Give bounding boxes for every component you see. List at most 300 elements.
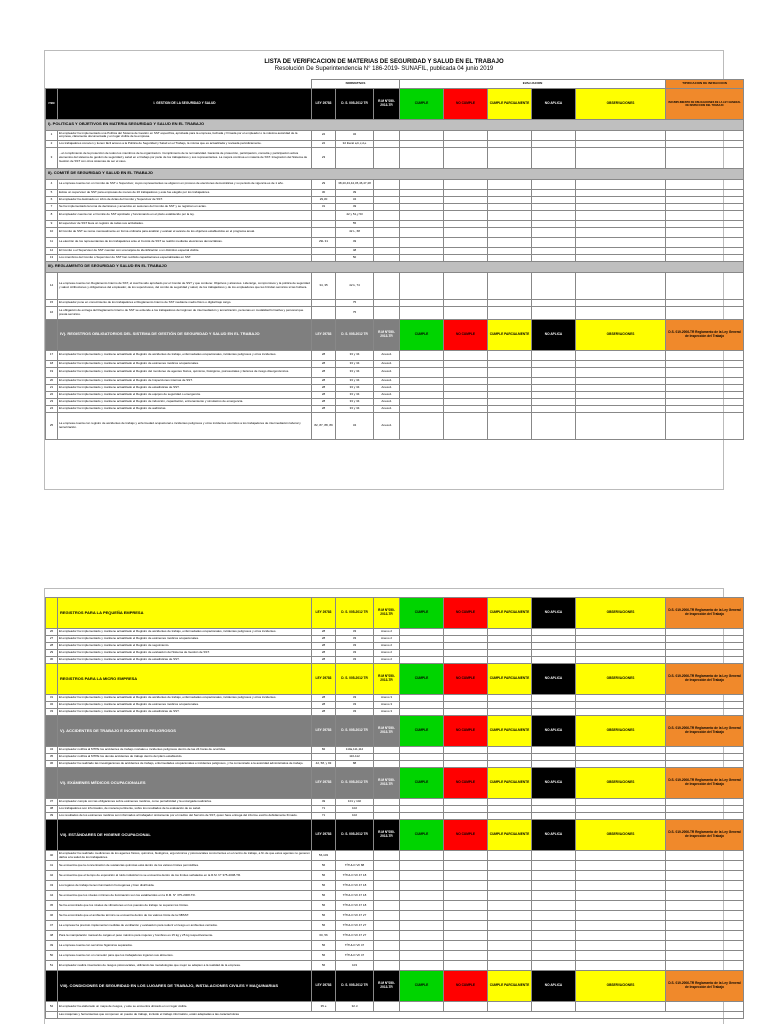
cumple-check[interactable]: [400, 210, 444, 220]
parcial-check[interactable]: [488, 179, 532, 189]
no-aplica-check[interactable]: [532, 961, 576, 971]
cumple-check[interactable]: [400, 881, 444, 891]
observaciones-field[interactable]: [576, 643, 666, 650]
no-aplica-check[interactable]: [532, 636, 576, 643]
no-cumple-check[interactable]: [444, 813, 488, 820]
no-cumple-check[interactable]: [444, 196, 488, 203]
no-aplica-check[interactable]: [532, 237, 576, 247]
no-cumple-check[interactable]: [444, 299, 488, 306]
observaciones-field[interactable]: [576, 220, 666, 227]
item-description: El empleador ha implementado y mantiene actualizado el Registro de exámenes médicos ocupacionales.: [58, 636, 312, 643]
parcial-check[interactable]: [488, 657, 532, 664]
no-cumple-check[interactable]: [444, 871, 488, 881]
parcial-check[interactable]: [488, 891, 532, 901]
cumple-check[interactable]: [400, 861, 444, 871]
no-cumple-check[interactable]: [444, 140, 488, 147]
observaciones-field[interactable]: [576, 272, 666, 299]
no-aplica-check[interactable]: [532, 360, 576, 367]
no-aplica-check[interactable]: [532, 227, 576, 237]
ds-value: 33: [336, 629, 374, 636]
no-cumple-check[interactable]: [444, 130, 488, 140]
parcial-check[interactable]: [488, 961, 532, 971]
parcial-check[interactable]: [488, 754, 532, 761]
no-cumple-check[interactable]: [444, 203, 488, 210]
observaciones-field[interactable]: [576, 799, 666, 806]
no-cumple-check[interactable]: [444, 650, 488, 657]
observaciones-field[interactable]: [576, 140, 666, 147]
no-aplica-check[interactable]: [532, 179, 576, 189]
no-cumple-check[interactable]: [444, 227, 488, 237]
observaciones-field[interactable]: [576, 806, 666, 813]
observaciones-field[interactable]: [576, 754, 666, 761]
parcial-header: CUMPLE PARCIALMENTE: [488, 716, 532, 747]
table-row: [46, 806, 744, 813]
observaciones-field[interactable]: [576, 391, 666, 398]
cumple-check[interactable]: [400, 227, 444, 237]
observaciones-field[interactable]: [576, 299, 666, 306]
observaciones-field[interactable]: [576, 747, 666, 754]
observaciones-field[interactable]: [576, 203, 666, 210]
cumple-check[interactable]: [400, 130, 444, 140]
section-header-row: [46, 598, 744, 629]
cumple-check[interactable]: [400, 851, 444, 861]
no-aplica-check[interactable]: [532, 1002, 576, 1012]
table-row: [46, 747, 744, 754]
cumple-check[interactable]: [400, 391, 444, 398]
item-number: 8: [46, 210, 58, 220]
no-cumple-check[interactable]: [444, 636, 488, 643]
parcial-check[interactable]: [488, 147, 532, 168]
no-aplica-check[interactable]: [532, 306, 576, 319]
item-number: 44: [46, 891, 58, 901]
parcial-check[interactable]: [488, 871, 532, 881]
observaciones-field[interactable]: [576, 657, 666, 664]
no-cumple-check[interactable]: [444, 360, 488, 367]
rm-value: Anexo 3: [374, 709, 400, 716]
no-cumple-check[interactable]: [444, 754, 488, 761]
item-number: 30: [46, 657, 58, 664]
cumple-check[interactable]: [400, 636, 444, 643]
observaciones-field[interactable]: [576, 306, 666, 319]
no-aplica-check[interactable]: [532, 921, 576, 931]
tipificacion-cell: [666, 398, 744, 405]
no-aplica-check[interactable]: [532, 299, 576, 306]
observaciones-field[interactable]: [576, 931, 666, 941]
observaciones-field[interactable]: [576, 367, 666, 377]
observaciones-field[interactable]: [576, 650, 666, 657]
cumple-check[interactable]: [400, 891, 444, 901]
no-aplica-check[interactable]: [532, 657, 576, 664]
no-aplica-check[interactable]: [532, 405, 576, 412]
observaciones-field[interactable]: [576, 254, 666, 261]
observaciones-field[interactable]: [576, 881, 666, 891]
ley-value: 71: [312, 813, 336, 820]
cumple-check[interactable]: [400, 384, 444, 391]
cumple-check[interactable]: [400, 657, 444, 664]
parcial-check[interactable]: [488, 921, 532, 931]
no-aplica-check[interactable]: [532, 754, 576, 761]
cumple-check[interactable]: [400, 629, 444, 636]
no-cumple-check[interactable]: [444, 695, 488, 702]
rm-value: [374, 299, 400, 306]
no-cumple-check[interactable]: [444, 377, 488, 384]
observaciones-field[interactable]: [576, 702, 666, 709]
cumple-check[interactable]: [400, 931, 444, 941]
item-description: El empleador ha elaborado un mapa de riesgos, y este se encuentra ubicado en un lugar visible.: [58, 1002, 312, 1012]
no-cumple-check[interactable]: [444, 350, 488, 360]
observaciones-field[interactable]: [576, 709, 666, 716]
no-aplica-check[interactable]: [532, 702, 576, 709]
parcial-check[interactable]: [488, 941, 532, 951]
cumple-check[interactable]: [400, 761, 444, 768]
no-cumple-check[interactable]: [444, 398, 488, 405]
no-cumple-check[interactable]: [444, 643, 488, 650]
rm-header: R.M N°050-2013-TR: [374, 820, 400, 851]
observaciones-field[interactable]: [576, 227, 666, 237]
no-cumple-check[interactable]: [444, 911, 488, 921]
no-aplica-check[interactable]: [532, 629, 576, 636]
item-number: 38: [46, 806, 58, 813]
parcial-check[interactable]: [488, 695, 532, 702]
parcial-check[interactable]: [488, 643, 532, 650]
item-number: 13: [46, 254, 58, 261]
parcial-check[interactable]: [488, 384, 532, 391]
observaciones-field[interactable]: [576, 179, 666, 189]
no-aplica-check[interactable]: [532, 931, 576, 941]
parcial-check[interactable]: [488, 951, 532, 961]
no-cumple-check[interactable]: [444, 891, 488, 901]
section-header-row: [46, 768, 744, 799]
no-aplica-check[interactable]: [532, 851, 576, 861]
no-aplica-check[interactable]: [532, 871, 576, 881]
item-number: 37: [46, 799, 58, 806]
observaciones-field[interactable]: [576, 384, 666, 391]
parcial-check[interactable]: [488, 367, 532, 377]
observaciones-field[interactable]: [576, 189, 666, 196]
observaciones-field[interactable]: [576, 951, 666, 961]
observaciones-field[interactable]: [576, 210, 666, 220]
observaciones-field[interactable]: [576, 921, 666, 931]
no-aplica-check[interactable]: [532, 650, 576, 657]
parcial-check[interactable]: [488, 377, 532, 384]
no-aplica-check[interactable]: [532, 799, 576, 806]
parcial-check[interactable]: [488, 747, 532, 754]
cumple-check[interactable]: [400, 702, 444, 709]
parcial-check[interactable]: [488, 861, 532, 871]
no-aplica-check[interactable]: [532, 196, 576, 203]
no-cumple-check[interactable]: [444, 951, 488, 961]
observaciones-field[interactable]: [576, 941, 666, 951]
parcial-check[interactable]: [488, 360, 532, 367]
table-row: [46, 140, 744, 147]
parcial-check[interactable]: [488, 237, 532, 247]
cumple-check[interactable]: [400, 961, 444, 971]
cumple-check[interactable]: [400, 806, 444, 813]
no-cumple-check[interactable]: [444, 629, 488, 636]
no-aplica-check[interactable]: [532, 861, 576, 871]
item-description: El empleador ha realizado las investigaciones de accidentes de trabajo, enfermedades ocupacionales e incidentes peligrosos, y ha comunicado a la autoridad administrativa de trabajo.: [58, 761, 312, 768]
parcial-check[interactable]: [488, 398, 532, 405]
parcial-check[interactable]: [488, 272, 532, 299]
cumple-check[interactable]: [400, 377, 444, 384]
ley-value: 30: [312, 189, 336, 196]
cumple-check[interactable]: [400, 220, 444, 227]
cumple-check[interactable]: [400, 643, 444, 650]
parcial-check[interactable]: [488, 405, 532, 412]
no-cumple-check[interactable]: [444, 799, 488, 806]
cumple-check[interactable]: [400, 247, 444, 254]
no-aplica-check[interactable]: [532, 350, 576, 360]
no-cumple-check[interactable]: [444, 861, 488, 871]
parcial-check[interactable]: [488, 391, 532, 398]
ley-value: 82: [312, 747, 336, 754]
no-cumple-check[interactable]: [444, 851, 488, 861]
ds-value: TÍTULO VII 47: [336, 951, 374, 961]
parcial-check[interactable]: [488, 761, 532, 768]
cumple-check[interactable]: [400, 196, 444, 203]
no-aplica-check[interactable]: [532, 254, 576, 261]
no-aplica-check[interactable]: [532, 377, 576, 384]
observaciones-field[interactable]: [576, 813, 666, 820]
no-cumple-check[interactable]: [444, 881, 488, 891]
no-cumple-check[interactable]: [444, 384, 488, 391]
parcial-check[interactable]: [488, 901, 532, 911]
parcial-check[interactable]: [488, 931, 532, 941]
cumple-check[interactable]: [400, 747, 444, 754]
no-aplica-check[interactable]: [532, 643, 576, 650]
no-aplica-check[interactable]: [532, 881, 576, 891]
cumple-check[interactable]: [400, 350, 444, 360]
observaciones-field[interactable]: [576, 911, 666, 921]
cumple-check[interactable]: [400, 237, 444, 247]
observaciones-field[interactable]: [576, 891, 666, 901]
parcial-check[interactable]: [488, 350, 532, 360]
observaciones-field[interactable]: [576, 412, 666, 439]
item-description: Existe un supervisor de SST para empresas de menos de 20 trabajadores y este fue elegido por los trabajadores.: [58, 189, 312, 196]
no-cumple-check[interactable]: [444, 391, 488, 398]
ds-value: 32: [336, 130, 374, 140]
no-aplica-check[interactable]: [532, 412, 576, 439]
parcial-check[interactable]: [488, 203, 532, 210]
parcial-check[interactable]: [488, 650, 532, 657]
no-aplica-check[interactable]: [532, 384, 576, 391]
cumple-check[interactable]: [400, 754, 444, 761]
no-aplica-check[interactable]: [532, 130, 576, 140]
cumple-check[interactable]: [400, 360, 444, 367]
observaciones-field[interactable]: [576, 761, 666, 768]
cumple-check[interactable]: [400, 179, 444, 189]
no-cumple-check[interactable]: [444, 941, 488, 951]
no-aplica-check[interactable]: [532, 951, 576, 961]
ds-value: TÍTULO VII 47 27: [336, 921, 374, 931]
cumple-check[interactable]: [400, 813, 444, 820]
parcial-check[interactable]: [488, 306, 532, 319]
parcial-check[interactable]: [488, 702, 532, 709]
cumple-check[interactable]: [400, 254, 444, 261]
cumple-check[interactable]: [400, 911, 444, 921]
no-cumple-check[interactable]: [444, 237, 488, 247]
cumple-check[interactable]: [400, 203, 444, 210]
ds-value: [336, 147, 374, 168]
no-aplica-check[interactable]: [532, 813, 576, 820]
cumple-check[interactable]: [400, 871, 444, 881]
cumple-check[interactable]: [400, 412, 444, 439]
no-cumple-check[interactable]: [444, 747, 488, 754]
no-cumple-check[interactable]: [444, 761, 488, 768]
cumple-check[interactable]: [400, 398, 444, 405]
no-cumple-check[interactable]: [444, 189, 488, 196]
cumple-check[interactable]: [400, 1002, 444, 1012]
no-cumple-check[interactable]: [444, 412, 488, 439]
cumple-check[interactable]: [400, 299, 444, 306]
no-cumple-check[interactable]: [444, 702, 488, 709]
cumple-check[interactable]: [400, 941, 444, 951]
no-cumple-check[interactable]: [444, 147, 488, 168]
tipificacion-cell: [666, 650, 744, 657]
parcial-check[interactable]: [488, 247, 532, 254]
no-aplica-check[interactable]: [532, 901, 576, 911]
parcial-check[interactable]: [488, 911, 532, 921]
cumple-check[interactable]: [400, 405, 444, 412]
observaciones-field[interactable]: [576, 247, 666, 254]
observaciones-field[interactable]: [576, 405, 666, 412]
parcial-check[interactable]: [488, 140, 532, 147]
cumple-check[interactable]: [400, 367, 444, 377]
parcial-check[interactable]: [488, 196, 532, 203]
ley-value: 28: [312, 384, 336, 391]
no-aplica-check[interactable]: [532, 709, 576, 716]
no-cumple-check[interactable]: [444, 1002, 488, 1012]
cumple-check[interactable]: [400, 695, 444, 702]
rm-value: Anexo 3: [374, 702, 400, 709]
no-cumple-check[interactable]: [444, 247, 488, 254]
parcial-check[interactable]: [488, 130, 532, 140]
no-aplica-check[interactable]: [532, 806, 576, 813]
parcial-check[interactable]: [488, 1002, 532, 1012]
cumple-check[interactable]: [400, 147, 444, 168]
observaciones-field[interactable]: [576, 360, 666, 367]
parcial-check[interactable]: [488, 629, 532, 636]
parcial-check[interactable]: [488, 220, 532, 227]
tipificacion-cell: [666, 709, 744, 716]
observaciones-field[interactable]: [576, 377, 666, 384]
observaciones-field[interactable]: [576, 695, 666, 702]
no-cumple-check[interactable]: [444, 405, 488, 412]
no-aplica-check[interactable]: [532, 220, 576, 227]
observaciones-field[interactable]: [576, 130, 666, 140]
no-aplica-check[interactable]: [532, 203, 576, 210]
cumple-check[interactable]: [400, 650, 444, 657]
no-aplica-check[interactable]: [532, 189, 576, 196]
no-aplica-check[interactable]: [532, 941, 576, 951]
parcial-check[interactable]: [488, 189, 532, 196]
parcial-check[interactable]: [488, 227, 532, 237]
no-aplica-check[interactable]: [532, 891, 576, 901]
cumple-check[interactable]: [400, 272, 444, 299]
no-cumple-check[interactable]: [444, 931, 488, 941]
observaciones-field[interactable]: [576, 961, 666, 971]
cumple-check[interactable]: [400, 306, 444, 319]
observaciones-field[interactable]: [576, 237, 666, 247]
no-aplica-check[interactable]: [532, 367, 576, 377]
no-cumple-check[interactable]: [444, 367, 488, 377]
observaciones-field[interactable]: [576, 901, 666, 911]
parcial-check[interactable]: [488, 799, 532, 806]
cumple-check[interactable]: [400, 140, 444, 147]
observaciones-field[interactable]: [576, 871, 666, 881]
no-cumple-check[interactable]: [444, 179, 488, 189]
no-cumple-check[interactable]: [444, 709, 488, 716]
cumple-check[interactable]: [400, 189, 444, 196]
no-aplica-check[interactable]: [532, 911, 576, 921]
parcial-check[interactable]: [488, 851, 532, 861]
observaciones-field[interactable]: [576, 350, 666, 360]
no-cumple-check[interactable]: [444, 806, 488, 813]
cumple-header: CUMPLE: [400, 820, 444, 851]
cumple-check[interactable]: [400, 921, 444, 931]
no-aplica-check[interactable]: [532, 747, 576, 754]
no-aplica-check[interactable]: [532, 391, 576, 398]
no-aplica-check[interactable]: [532, 210, 576, 220]
rm-value: Anexo 3: [374, 695, 400, 702]
no-aplica-check[interactable]: [532, 247, 576, 254]
section-title: REGISTROS PARA LA PEQUEÑA EMPRESA: [58, 598, 312, 629]
ley-value: 71: [312, 806, 336, 813]
no-cumple-check[interactable]: [444, 657, 488, 664]
observaciones-field[interactable]: [576, 851, 666, 861]
no-aplica-check[interactable]: [532, 761, 576, 768]
observaciones-field[interactable]: [576, 636, 666, 643]
observaciones-field[interactable]: [576, 196, 666, 203]
no-cumple-check[interactable]: [444, 272, 488, 299]
no-aplica-check[interactable]: [532, 398, 576, 405]
no-aplica-check[interactable]: [532, 695, 576, 702]
observaciones-field[interactable]: [576, 1002, 666, 1012]
parcial-check[interactable]: [488, 299, 532, 306]
observaciones-field[interactable]: [576, 861, 666, 871]
cumple-check[interactable]: [400, 799, 444, 806]
no-aplica-check[interactable]: [532, 140, 576, 147]
cumple-check[interactable]: [400, 951, 444, 961]
no-aplica-check[interactable]: [532, 147, 576, 168]
no-cumple-check[interactable]: [444, 210, 488, 220]
parcial-check[interactable]: [488, 806, 532, 813]
parcial-check[interactable]: [488, 412, 532, 439]
observaciones-field[interactable]: [576, 629, 666, 636]
no-cumple-check[interactable]: [444, 254, 488, 261]
no-cumple-check[interactable]: [444, 961, 488, 971]
no-cumple-check[interactable]: [444, 220, 488, 227]
no-cumple-check[interactable]: [444, 306, 488, 319]
rm-header: R.M N°050-2013-TR: [374, 768, 400, 799]
tipificacion-cell: [666, 881, 744, 891]
parcial-check[interactable]: [488, 210, 532, 220]
cumple-header: CUMPLE: [400, 716, 444, 747]
no-cumple-check[interactable]: [444, 901, 488, 911]
observaciones-field[interactable]: [576, 398, 666, 405]
no-aplica-check[interactable]: [532, 272, 576, 299]
parcial-check[interactable]: [488, 636, 532, 643]
parcial-check[interactable]: [488, 709, 532, 716]
parcial-check[interactable]: [488, 254, 532, 261]
ley-value: [312, 254, 336, 261]
cumple-check[interactable]: [400, 901, 444, 911]
parcial-check[interactable]: [488, 881, 532, 891]
no-cumple-check[interactable]: [444, 921, 488, 931]
cumple-check[interactable]: [400, 709, 444, 716]
parcial-check[interactable]: [488, 813, 532, 820]
observaciones-field[interactable]: [576, 147, 666, 168]
